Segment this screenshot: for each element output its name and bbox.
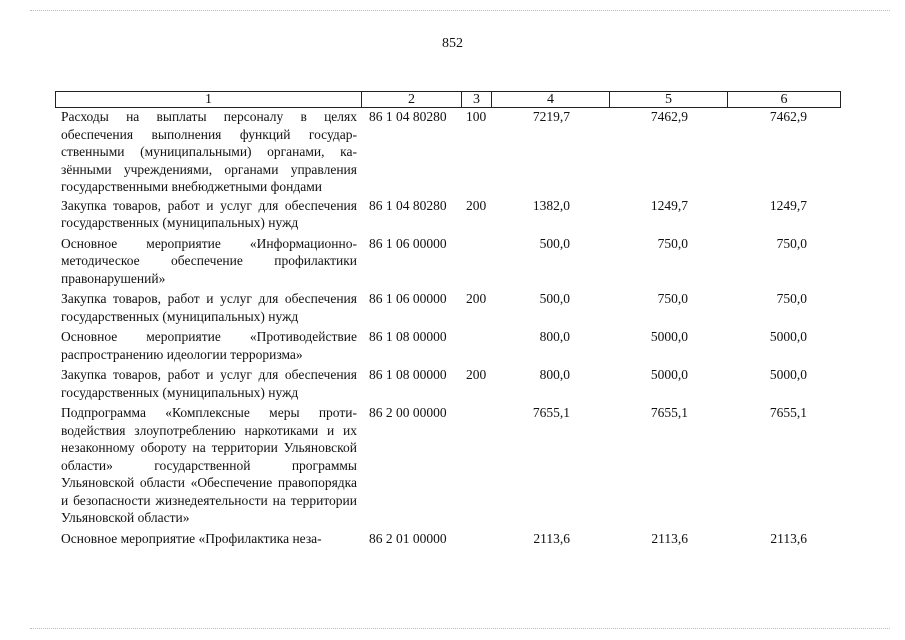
row-description: Закупка товаров, работ и услуг для обеспечения государственных (муниципальных) нужд [61,197,357,230]
row-code: 86 2 01 00000 [369,530,447,546]
header-col-4: 4 [491,91,609,108]
row-value-col6: 1249,7 [769,197,807,213]
row-value-col5: 2113,6 [651,530,688,546]
table-row [0,197,905,232]
row-expense-type: 200 [466,367,487,382]
row-description: Закупка товаров, работ и услуг для обеспечения государственных (муниципальных) нужд [61,291,357,324]
header-col-2: 2 [361,91,461,108]
row-description: Подпрограмма «Комплексные меры противодействия злоупотреблению наркотиками и их незаконному обороту на территории Ульяновской области» государственной программы Ульяновской области «Обеспечение правопорядка и безопасности жизнедеятельности на территории Ульяновской области» [61,405,357,525]
row-value-col5: 750,0 [657,291,688,306]
scan-edge-top [30,10,890,13]
row-description: Расходы на выплаты персоналу в целях обеспечения выполнения функций государственными (муниципальными) органами, казёнными учреждениями, органами управления государственными внебюджетными фондами [61,109,357,194]
row-description: Основное мероприятие «Противодействие распространению идеологии терроризма» [61,329,357,362]
row-value-col4: 500,0 [539,291,570,306]
row-value-col6: 7655,1 [769,405,807,420]
row-value-col4: 800,0 [539,329,570,344]
table-row [0,290,905,325]
table-row [0,530,905,548]
row-value-col5: 5000,0 [650,367,688,382]
header-col-6: 6 [727,91,841,108]
row-code: 86 1 06 00000 [369,235,447,251]
row-code: 86 2 00 00000 [369,405,447,420]
table-row [0,108,905,196]
row-description: Основное мероприятие «Информационно-методическое обеспечение профилактики правонарушений» [61,235,357,286]
row-expense-type: 200 [466,291,487,306]
row-expense-type: 100 [466,109,487,124]
row-value-col6: 5000,0 [769,329,807,344]
header-col-3: 3 [461,91,491,108]
row-description: Закупка товаров, работ и услуг для обеспечения государственных (муниципальных) нужд [61,367,357,400]
row-description: Основное мероприятие «Профилактика неза- [61,530,322,546]
row-code: 86 1 04 80280 [369,197,447,213]
header-col-1: 1 [55,91,361,108]
scan-edge-bottom [30,628,890,631]
table-row [0,235,905,288]
row-value-col6: 2113,6 [770,530,807,546]
row-value-col4: 500,0 [539,235,570,251]
row-code: 86 1 08 00000 [369,367,447,382]
row-value-col4: 800,0 [539,367,570,382]
row-value-col6: 750,0 [776,291,807,306]
row-code: 86 1 04 80280 [369,109,447,124]
row-value-col6: 750,0 [776,235,807,251]
row-value-col6: 5000,0 [769,367,807,382]
header-col-5: 5 [609,91,727,108]
row-value-col5: 5000,0 [650,329,688,344]
row-value-col6: 7462,9 [769,109,807,124]
row-code: 86 1 06 00000 [369,291,447,306]
table-row [0,328,905,363]
table-body [0,108,905,547]
row-value-col5: 1249,7 [650,197,688,213]
row-expense-type: 200 [466,197,487,213]
row-value-col4: 7655,1 [532,405,570,420]
table-row [0,404,905,527]
row-value-col5: 750,0 [657,235,688,251]
row-value-col5: 7462,9 [650,109,688,124]
row-value-col4: 7219,7 [532,109,570,124]
row-value-col4: 1382,0 [532,197,570,213]
table-row [0,366,905,401]
row-code: 86 1 08 00000 [369,329,447,344]
row-value-col4: 2113,6 [533,530,570,546]
page-number: 852 [442,36,463,51]
row-value-col5: 7655,1 [650,405,688,420]
